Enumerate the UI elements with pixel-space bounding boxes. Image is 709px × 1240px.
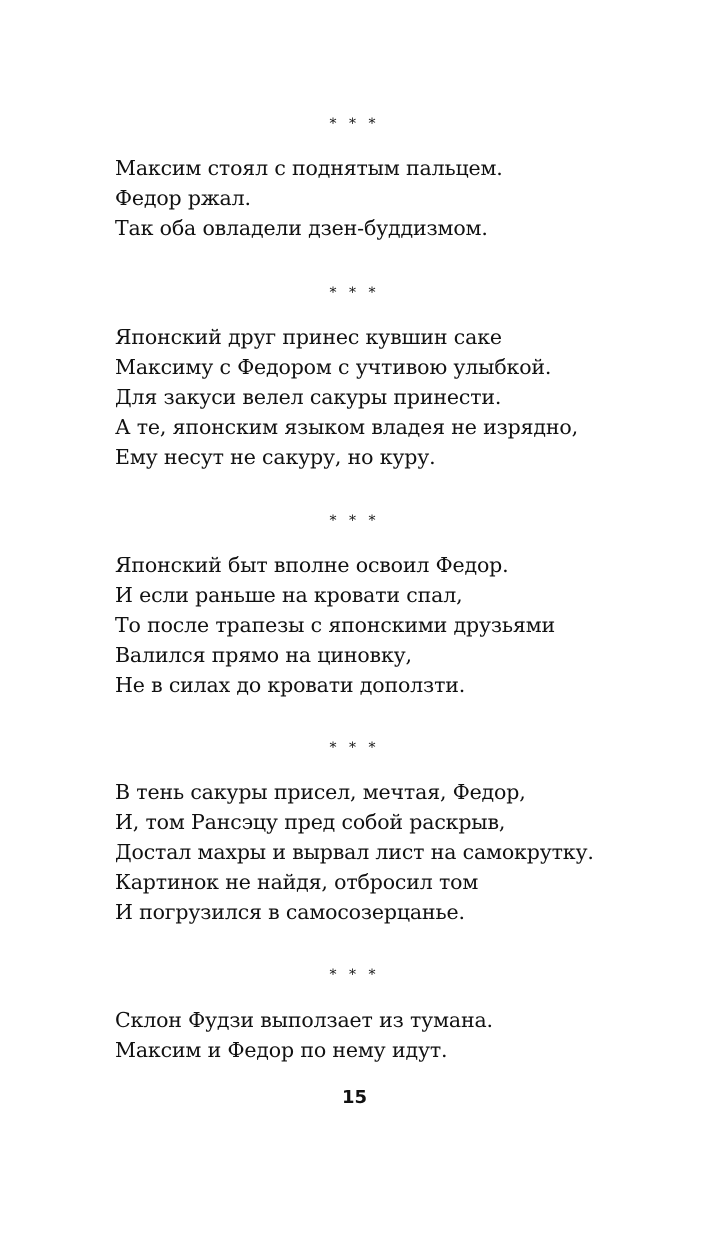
- poem-line: Японский друг принес кувшин саке: [115, 325, 502, 349]
- poem-line: Федор ржал.: [115, 186, 251, 210]
- stanza-separator: * * *: [329, 967, 380, 983]
- poem-line: Так оба овладели дзен-буддизмом.: [115, 216, 488, 240]
- poem-line: Для закуси велел сакуры принести.: [115, 385, 502, 409]
- stanza-2: [115, 322, 675, 472]
- poem-line: Японский быт вполне освоил Федор.: [115, 553, 509, 577]
- poem-line: То после трапезы с японскими друзьями: [115, 613, 556, 637]
- poem-line: И погрузился в самосозерцанье.: [115, 900, 465, 924]
- poem-line: Достал махры и вырвал лист на самокрутку.: [115, 840, 594, 864]
- poem-line: Максим и Федор по нему идут.: [115, 1038, 448, 1062]
- stanza-separator: * * *: [329, 740, 380, 756]
- page-number: 15: [341, 1087, 368, 1108]
- stanza-3: [115, 550, 675, 700]
- poem-line: Максиму с Федором с учтивою улыбкой.: [115, 355, 552, 379]
- poem-line: Максим стоял с поднятым пальцем.: [115, 156, 503, 180]
- poem-line: Валился прямо на циновку,: [115, 643, 412, 667]
- stanza-separator: * * *: [329, 116, 380, 132]
- poem-line: Склон Фудзи выползает из тумана.: [115, 1008, 493, 1032]
- poem-line: Ему несут не сакуру, но куру.: [115, 445, 436, 469]
- stanza-4: [115, 777, 675, 927]
- poem-line: Картинок не найдя, отбросил том: [115, 870, 479, 894]
- stanza-1: [115, 153, 675, 243]
- poem-line: А те, японским языком владея не изрядно,: [115, 415, 578, 439]
- poem-line: В тень сакуры присел, мечтая, Федор,: [115, 780, 526, 804]
- poem-line: Не в силах до кровати доползти.: [115, 673, 466, 697]
- poem-line: И если раньше на кровати спал,: [115, 583, 463, 607]
- stanza-separator: * * *: [329, 513, 380, 529]
- stanza-5: [115, 1005, 675, 1065]
- poem-line: И, том Рансэцу пред собой раскрыв,: [115, 810, 506, 834]
- stanza-separator: * * *: [329, 285, 380, 301]
